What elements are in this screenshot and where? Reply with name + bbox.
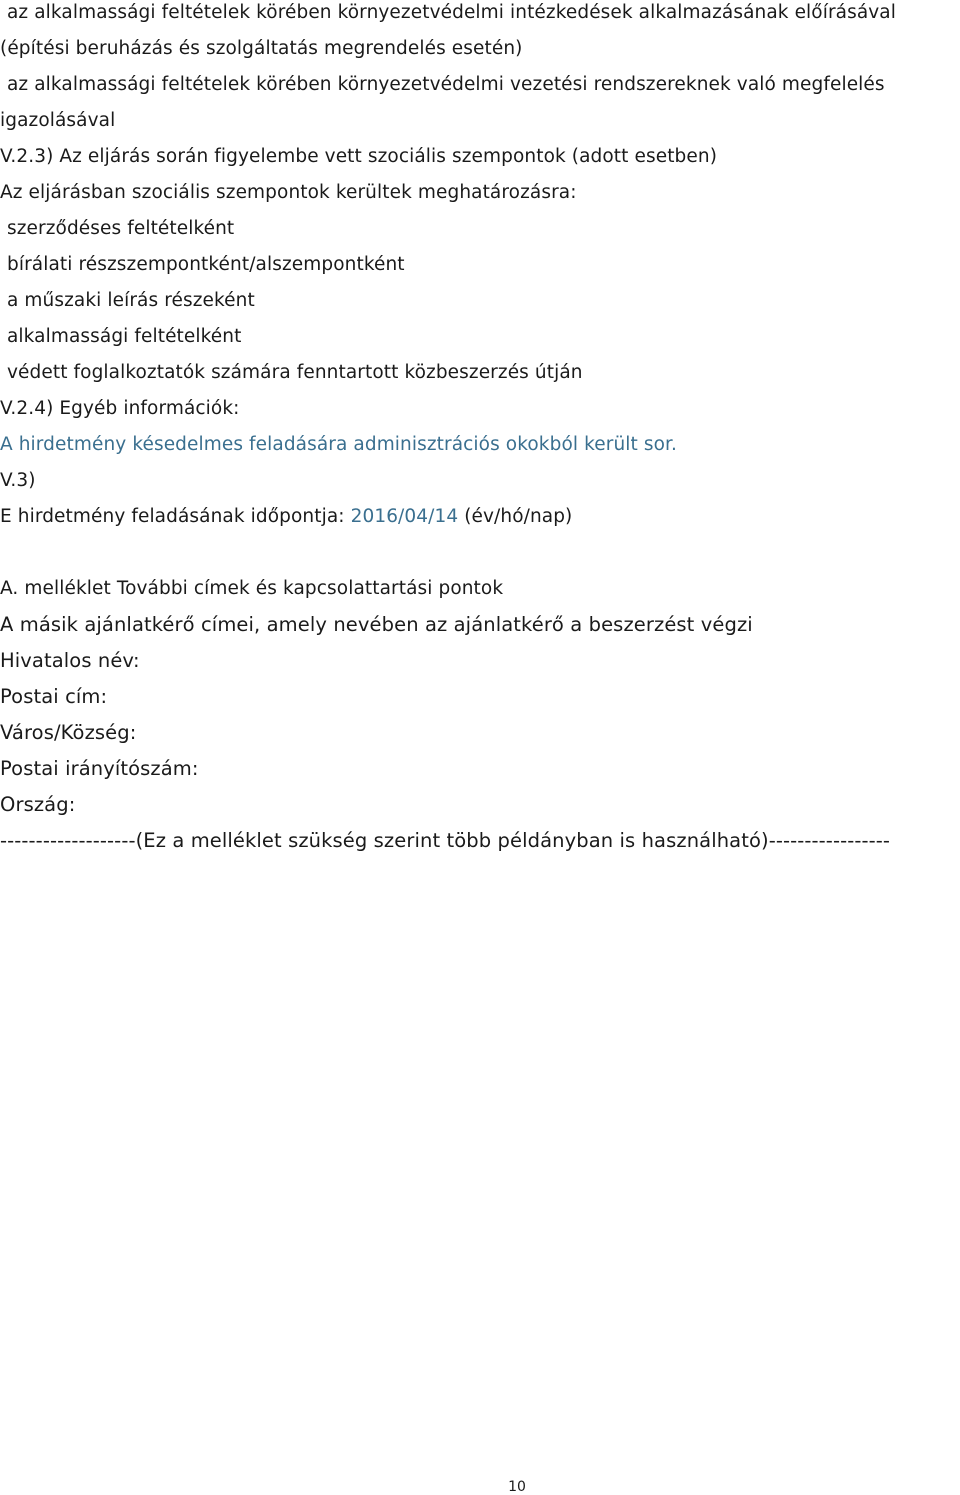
- option-line: alkalmassági feltételként: [7, 326, 242, 347]
- section-heading-v3: V.3): [0, 470, 36, 491]
- field-label-city: Város/Község:: [0, 721, 137, 744]
- option-line: szerződéses feltételként: [7, 218, 235, 239]
- option-line: bírálati részszempontként/alszempontként: [7, 254, 405, 275]
- field-label-postal-address: Postai cím:: [0, 685, 108, 708]
- field-label-country: Ország:: [0, 793, 76, 816]
- text-line: az alkalmassági feltételek körében környezetvédelmi intézkedések alkalmazásának előírásával: [7, 2, 896, 23]
- annex-a-heading: A. melléklet További címek és kapcsolattartási pontok: [0, 578, 504, 599]
- field-label-postal-code: Postai irányítószám:: [0, 757, 199, 780]
- text-line: igazolásával: [0, 110, 116, 131]
- dispatch-date-format: (év/hó/nap): [458, 506, 573, 527]
- dispatch-date-line: [0, 506, 572, 528]
- text-line: A másik ajánlatkérő címei, amely nevében az ajánlatkérő a beszerzést végzi: [0, 613, 753, 636]
- annex-separator-line: -------------------(Ez a melléklet szükség szerint több példányban is használható)-----------------: [0, 829, 891, 852]
- text-line: az alkalmassági feltételek körében környezetvédelmi vezetési rendszereknek való megfelelés: [7, 74, 885, 95]
- option-line: védett foglalkoztatók számára fenntartott közbeszerzés útján: [7, 362, 583, 383]
- option-line: a műszaki leírás részeként: [7, 290, 255, 311]
- page-number: 10: [508, 1479, 526, 1495]
- section-heading-v24: V.2.4) Egyéb információk:: [0, 398, 240, 419]
- text-line: Az eljárásban szociális szempontok kerültek meghatározásra:: [0, 182, 577, 203]
- field-label-official-name: Hivatalos név:: [0, 649, 140, 672]
- dispatch-date-label: E hirdetmény feladásának időpontja:: [0, 506, 351, 527]
- section-heading-v23: V.2.3) Az eljárás során figyelembe vett szociális szempontok (adott esetben): [0, 146, 718, 167]
- text-line: (építési beruházás és szolgáltatás megrendelés esetén): [0, 38, 523, 59]
- dispatch-date-value: 2016/04/14: [350, 506, 459, 527]
- other-info-value: A hirdetmény késedelmes feladására adminisztrációs okokból került sor.: [0, 434, 677, 455]
